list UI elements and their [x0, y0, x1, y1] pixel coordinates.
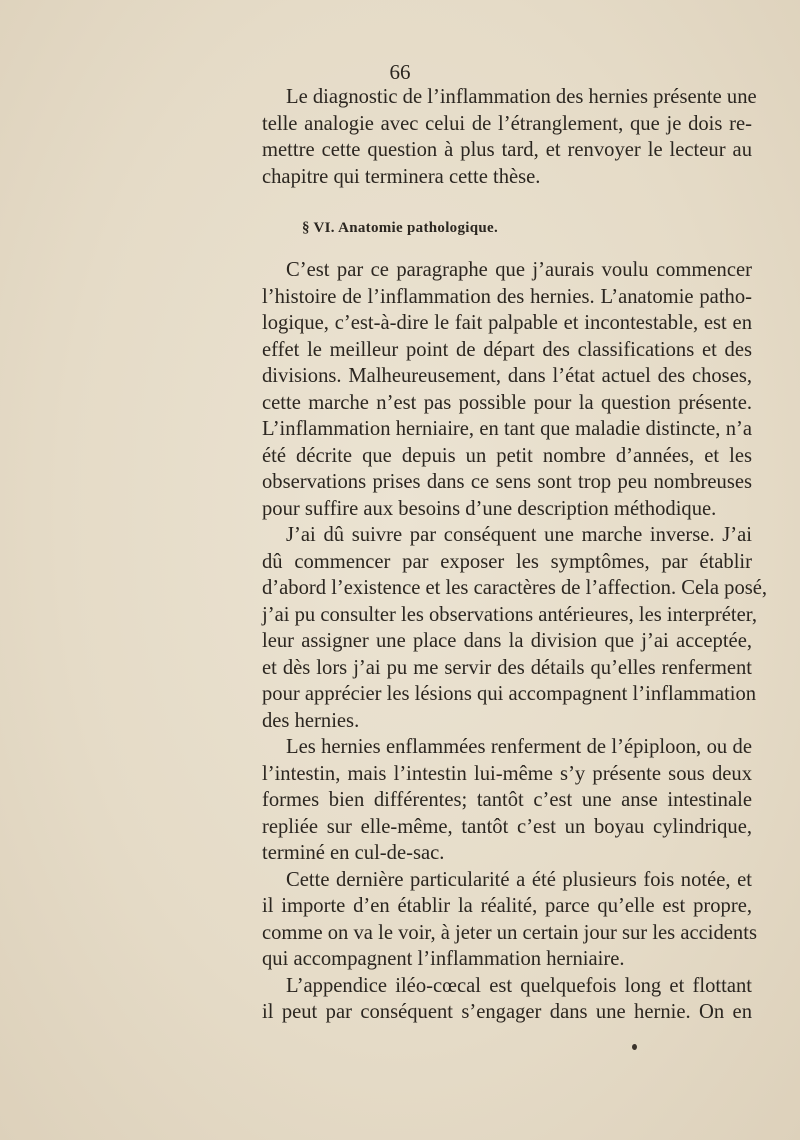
- text-line: L’inflammation herniaire, en tant que maladie distincte, n’a: [262, 418, 752, 440]
- text-line: il peut par conséquent s’engager dans une hernie. On en: [262, 1001, 752, 1023]
- text-line: qui accompagnent l’inflammation herniaire.: [262, 948, 625, 970]
- text-line: divisions. Malheureusement, dans l’état actuel des choses,: [262, 365, 752, 387]
- ink-speck: [632, 1044, 637, 1050]
- text-line: L’appendice iléo-cœcal est quelquefois long et flottant: [286, 974, 752, 997]
- text-line: l’histoire de l’inflammation des hernies. L’anatomie patho-: [262, 285, 752, 308]
- text-line: repliée sur elle-même, tantôt c’est un boyau cylindrique,: [262, 815, 752, 838]
- text-line: des hernies.: [262, 709, 360, 732]
- text-line: leur assigner une place dans la division que j’ai acceptée,: [262, 630, 752, 652]
- section-heading-text: § VI. Anatomie pathologique.: [301, 220, 499, 236]
- text-line: comme on va le voir, à jeter un certain jour sur les accidents: [262, 921, 757, 944]
- text-line: Cette dernière particularité a été plusieurs fois notée, et: [286, 868, 752, 891]
- text-line: C’est par ce paragraphe que j’aurais voulu commencer: [286, 259, 752, 281]
- text-line: chapitre qui terminera cette thèse.: [262, 165, 541, 188]
- text-line: d’abord l’existence et les caractères de l’affection. Cela posé,: [262, 577, 768, 599]
- paragraph-diagnostic: [262, 84, 757, 190]
- text-line: pour suffire aux besoins d’une description méthodique.: [262, 497, 717, 520]
- text-line: j’ai pu consulter les observations antérieures, les interpréter,: [262, 603, 757, 626]
- text-line: formes bien différentes; tantôt c’est une anse intestinale: [262, 789, 752, 811]
- text-line: mettre cette question à plus tard, et renvoyer le lecteur au: [262, 139, 752, 161]
- paragraph-anatomie: [262, 257, 768, 1026]
- text-line: telle analogie avec celui de l’étranglement, que je dois re-: [262, 112, 752, 135]
- text-line: observations prises dans ce sens sont trop peu nombreuses: [262, 471, 752, 493]
- text-line: Les hernies enflammées renferment de l’épiploon, ou de: [286, 736, 752, 758]
- text-line: J’ai dû suivre par conséquent une marche inverse. J’ai: [286, 524, 752, 546]
- text-line: été décrite que depuis un petit nombre d’années, et les: [262, 444, 752, 467]
- text-line-content: Le diagnostic de l’inflammation des hernies présente une: [286, 86, 757, 108]
- text-line: dû commencer par exposer les symptômes, par établir: [262, 550, 752, 573]
- text-line: cette marche n’est pas possible pour la question présente.: [262, 391, 752, 414]
- text-line: l’intestin, mais l’intestin lui-même s’y présente sous deux: [262, 762, 752, 785]
- text-line: pour apprécier les lésions qui accompagnent l’inflammation: [262, 683, 757, 705]
- text-line: [262, 84, 757, 111]
- text-line: terminé en cul-de-sac.: [262, 842, 445, 864]
- text-line: effet le meilleur point de départ des classifications et des: [262, 338, 752, 361]
- text-line: logique, c’est-à-dire le fait palpable et incontestable, est en: [262, 312, 752, 334]
- page-number: 66: [389, 60, 411, 84]
- section-heading: [0, 220, 800, 237]
- text-line: et dès lors j’ai pu me servir des détails qu’elles renferment: [262, 656, 752, 679]
- text-line: il importe d’en établir la réalité, parce qu’elle est propre,: [262, 895, 752, 917]
